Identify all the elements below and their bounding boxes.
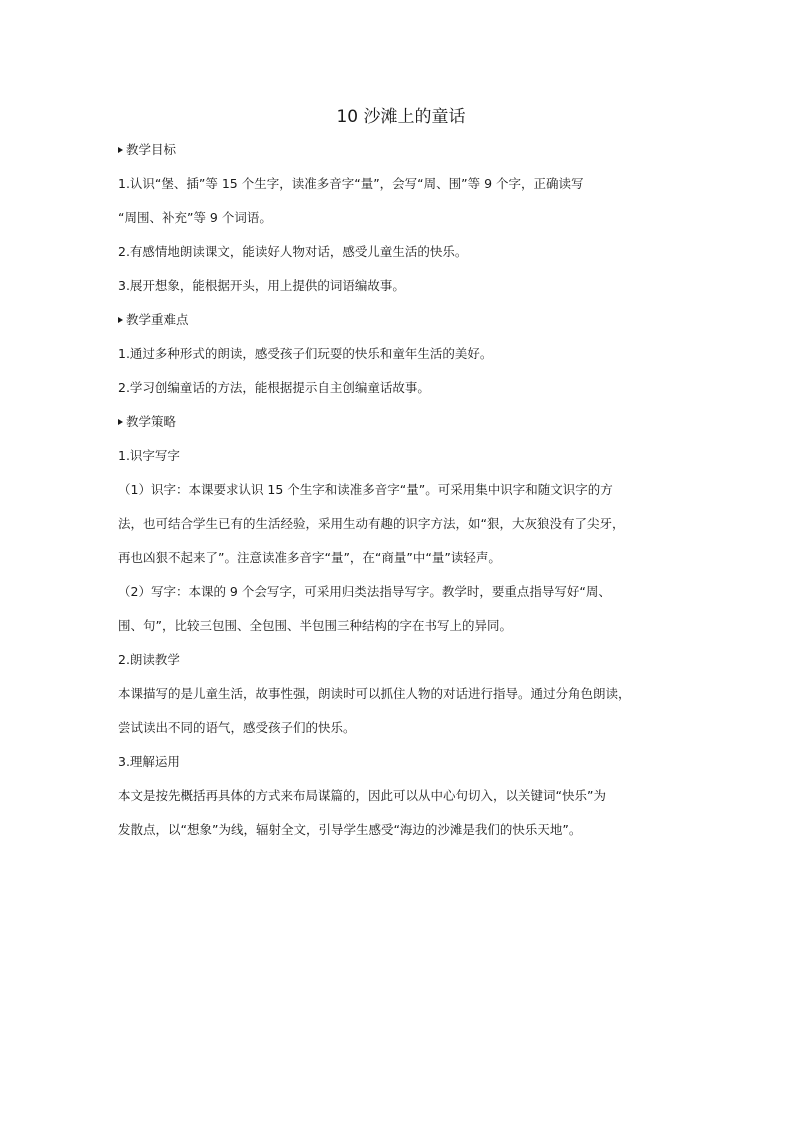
text-line: 本课描写的是儿童生活，故事性强，朗读时可以抓住人物的对话进行指导。通过分角色朗读， (118, 686, 631, 701)
paragraph (118, 380, 684, 396)
paragraph (118, 244, 684, 260)
text-line: 本文是按先概括再具体的方式来布局谋篇的，因此可以从中心句切入，以关键词“快乐”为 (118, 788, 606, 803)
heading-text: 教学目标 (126, 142, 177, 157)
paragraph (118, 176, 684, 226)
document-title: 10 沙滩上的童话 (336, 107, 466, 127)
heading-text: 教学策略 (126, 414, 177, 429)
text-line: 围、句”，比较三包围、全包围、半包围三种结构的字在书写上的异同。 (118, 618, 512, 633)
text-line: 1.通过多种形式的朗读，感受孩子们玩耍的快乐和童年生活的美好。 (118, 346, 493, 361)
text-line: 3.展开想象，能根据开头，用上提供的词语编故事。 (118, 278, 405, 293)
subheading-reading: 2.朗读教学 (118, 652, 180, 667)
section-heading-difficulties (118, 312, 684, 328)
section-heading-objectives (118, 142, 684, 158)
subheading-literacy: 1.识字写字 (118, 448, 180, 463)
text-line: （2）写字：本课的 9 个会写字，可采用归类法指导写字。教学时，要重点指导写好“周、 (118, 584, 611, 599)
paragraph (118, 584, 684, 634)
section-heading-strategy (118, 414, 684, 430)
triangle-bullet-icon (118, 317, 123, 323)
subheading-apply: 3.理解运用 (118, 754, 180, 769)
paragraph (118, 788, 684, 838)
text-line: 2.有感情地朗读课文，能读好人物对话，感受儿童生活的快乐。 (118, 244, 468, 259)
text-line: 2.学习创编童话的方法，能根据提示自主创编童话故事。 (118, 380, 430, 395)
paragraph (118, 482, 684, 566)
paragraph (118, 686, 684, 736)
text-line: 尝试读出不同的语气，感受孩子们的快乐。 (118, 720, 356, 735)
text-line: 法，也可结合学生已有的生活经验，采用生动有趣的识字方法，如“狠，大灰狼没有了尖牙， (118, 516, 625, 531)
text-line: “周围、补充”等 9 个词语。 (118, 210, 272, 225)
text-line: 发散点，以“想象”为线，辐射全文，引导学生感受“海边的沙滩是我们的快乐天地”。 (118, 822, 582, 837)
text-line: 再也凶狠不起来了”。注意读准多音字“量”，在“商量”中“量”读轻声。 (118, 550, 501, 565)
text-line: 1.认识“堡、插”等 15 个生字，读准多音字“量”，会写“周、围”等 9 个字，正确读写 (118, 176, 584, 191)
triangle-bullet-icon (118, 147, 123, 153)
text-line: （1）识字：本课要求认识 15 个生字和读准多音字“量”。可采用集中识字和随文识字的方 (118, 482, 613, 497)
paragraph (118, 278, 684, 294)
triangle-bullet-icon (118, 419, 123, 425)
heading-text: 教学重难点 (126, 312, 189, 327)
paragraph (118, 346, 684, 362)
